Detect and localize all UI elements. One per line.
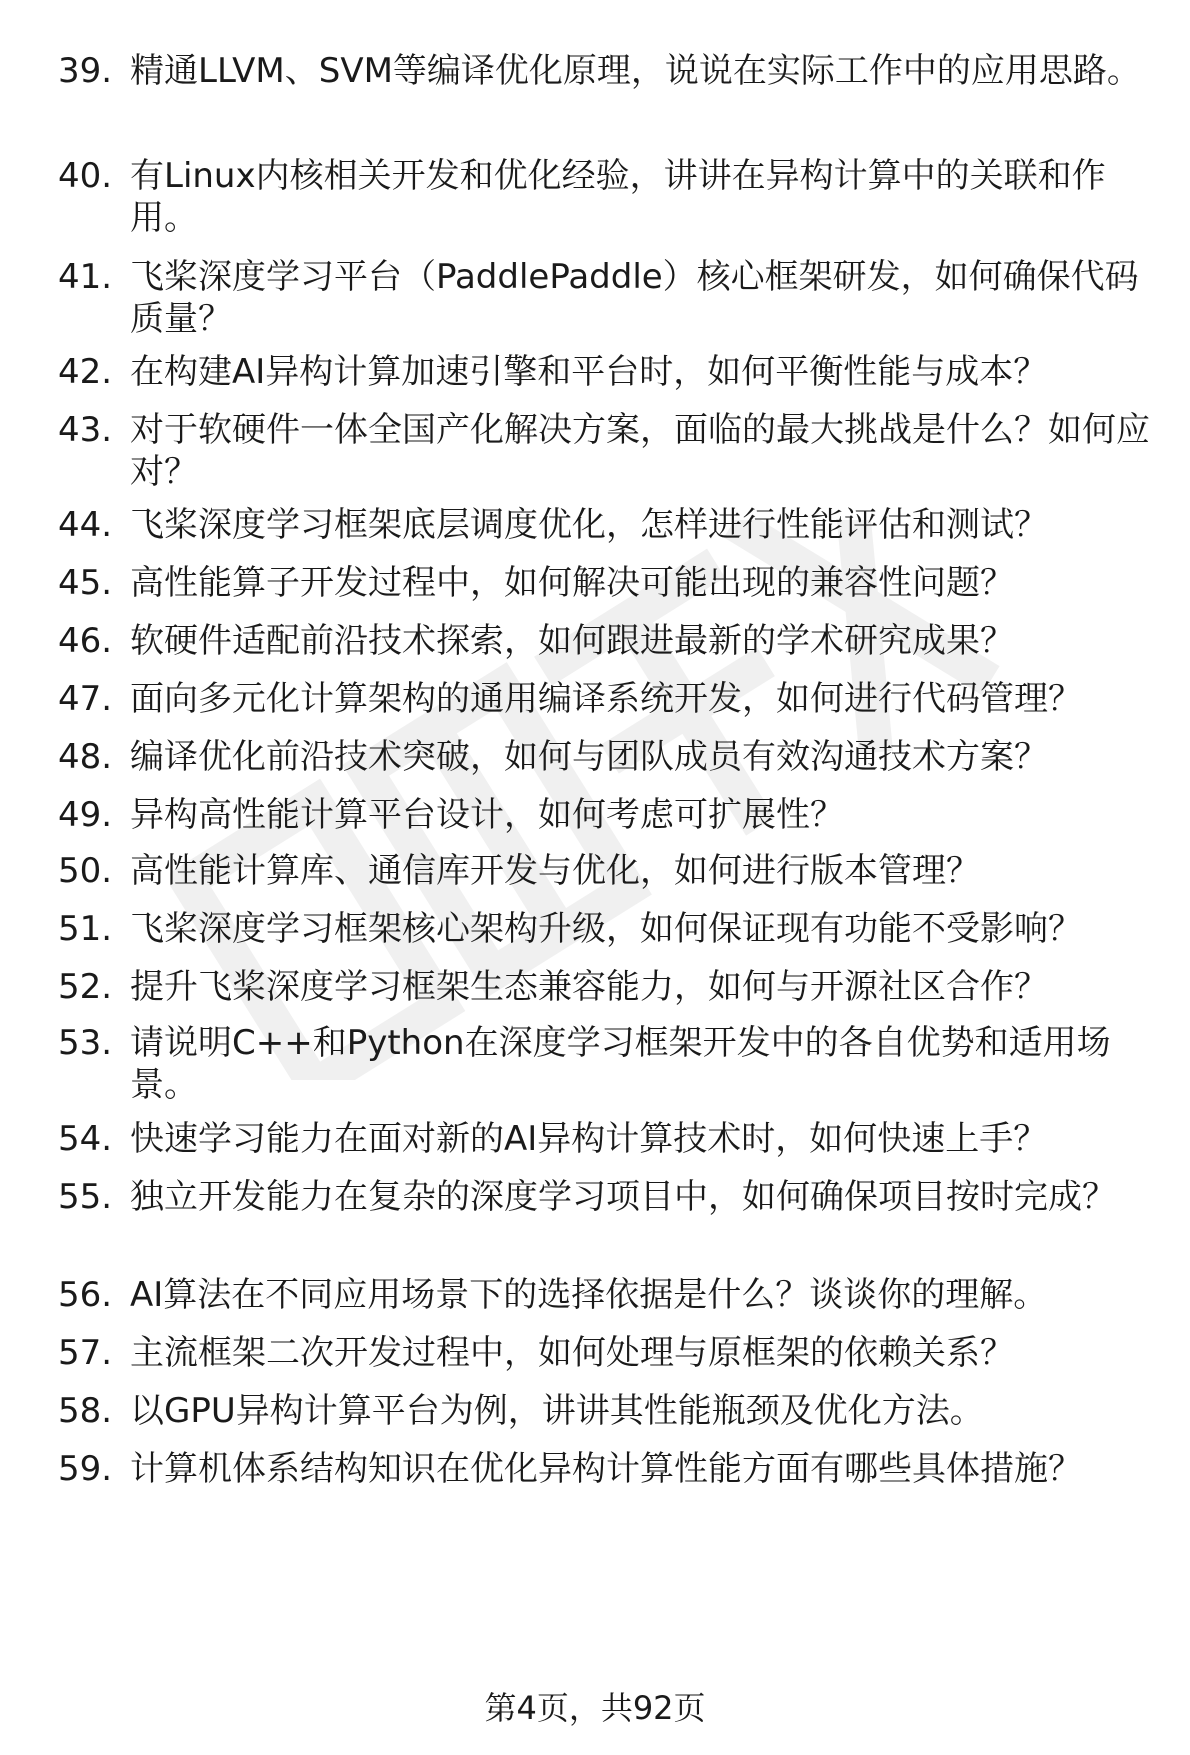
list-item — [58, 1448, 1158, 1506]
item-number: 48. — [58, 737, 113, 777]
item-number: 58. — [58, 1391, 113, 1431]
item-number: 59. — [58, 1449, 113, 1489]
list-item — [58, 736, 1158, 794]
item-text: 飞桨深度学习框架底层调度优化，怎样进行性能评估和测试？ — [130, 505, 1048, 545]
list-item — [58, 620, 1158, 678]
list-item — [58, 1176, 1158, 1274]
item-text: 编译优化前沿技术突破，如何与团队成员有效沟通技术方案？ — [130, 737, 1048, 777]
list-item — [58, 794, 1158, 850]
item-text: 独立开发能力在复杂的深度学习项目中，如何确保项目按时完成？ — [130, 1177, 1116, 1217]
item-number: 56. — [58, 1275, 113, 1315]
list-item — [58, 256, 1158, 351]
list-item — [58, 409, 1158, 504]
item-number: 43. — [58, 410, 113, 450]
list-item — [58, 678, 1158, 736]
item-text: 高性能算子开发过程中，如何解决可能出现的兼容性问题？ — [130, 563, 1014, 603]
item-number: 49. — [58, 795, 113, 835]
item-text: 计算机体系结构知识在优化异构计算性能方面有哪些具体措施？ — [130, 1449, 1082, 1489]
item-number: 50. — [58, 851, 113, 891]
item-number: 51. — [58, 909, 113, 949]
item-text: 异构高性能计算平台设计，如何考虑可扩展性？ — [130, 795, 844, 835]
item-number: 41. — [58, 257, 113, 297]
item-number: 55. — [58, 1177, 113, 1217]
item-text: 请说明C++和Python在深度学习框架开发中的各自优势和适用场景。 — [130, 1023, 1111, 1105]
item-number: 53. — [58, 1023, 113, 1063]
list-item — [58, 908, 1158, 966]
list-item — [58, 562, 1158, 620]
item-number: 39. — [58, 51, 113, 91]
item-number: 57. — [58, 1333, 113, 1373]
item-number: 52. — [58, 967, 113, 1007]
list-item — [58, 1022, 1158, 1118]
item-number: 42. — [58, 352, 113, 392]
item-text: 提升飞桨深度学习框架生态兼容能力，如何与开源社区合作？ — [130, 967, 1048, 1007]
item-text: 在构建AI异构计算加速引擎和平台时，如何平衡性能与成本？ — [130, 352, 1048, 392]
list-item — [58, 351, 1158, 409]
list-item — [58, 50, 1158, 155]
item-text: 飞桨深度学习框架核心架构升级，如何保证现有功能不受影响？ — [130, 909, 1082, 949]
item-text: AI算法在不同应用场景下的选择依据是什么？谈谈你的理解。 — [130, 1275, 1048, 1315]
item-text: 飞桨深度学习平台（PaddlePaddle）核心框架研发，如何确保代码质量？ — [130, 257, 1139, 339]
item-number: 40. — [58, 156, 113, 196]
item-text: 面向多元化计算架构的通用编译系统开发，如何进行代码管理？ — [130, 679, 1082, 719]
item-text: 高性能计算库、通信库开发与优化，如何进行版本管理？ — [130, 851, 980, 891]
list-item — [58, 155, 1158, 256]
item-text: 对于软硬件一体全国产化解决方案，面临的最大挑战是什么？如何应对？ — [130, 410, 1150, 492]
list-item — [58, 1274, 1158, 1332]
item-text: 以GPU异构计算平台为例，讲讲其性能瓶颈及优化方法。 — [130, 1391, 984, 1431]
item-number: 45. — [58, 563, 113, 603]
item-number: 46. — [58, 621, 113, 661]
list-item — [58, 966, 1158, 1022]
item-number: 47. — [58, 679, 113, 719]
item-text: 精通LLVM、SVM等编译优化原理，说说在实际工作中的应用思路。 — [130, 51, 1141, 91]
item-text: 快速学习能力在面对新的AI异构计算技术时，如何快速上手？ — [130, 1119, 1048, 1159]
page-number: 第4页，共92页 — [484, 1689, 706, 1727]
item-text: 软硬件适配前沿技术探索，如何跟进最新的学术研究成果？ — [130, 621, 1014, 661]
item-number: 54. — [58, 1119, 113, 1159]
item-text: 有Linux内核相关开发和优化经验，讲讲在异构计算中的关联和作用。 — [130, 156, 1106, 238]
item-number: 44. — [58, 505, 113, 545]
list-item — [58, 1118, 1158, 1176]
list-item — [58, 850, 1158, 908]
list-item — [58, 1390, 1158, 1448]
list-item — [58, 1332, 1158, 1390]
item-text: 主流框架二次开发过程中，如何处理与原框架的依赖关系？ — [130, 1333, 1014, 1373]
question-list — [58, 50, 1158, 1506]
list-item — [58, 504, 1158, 562]
